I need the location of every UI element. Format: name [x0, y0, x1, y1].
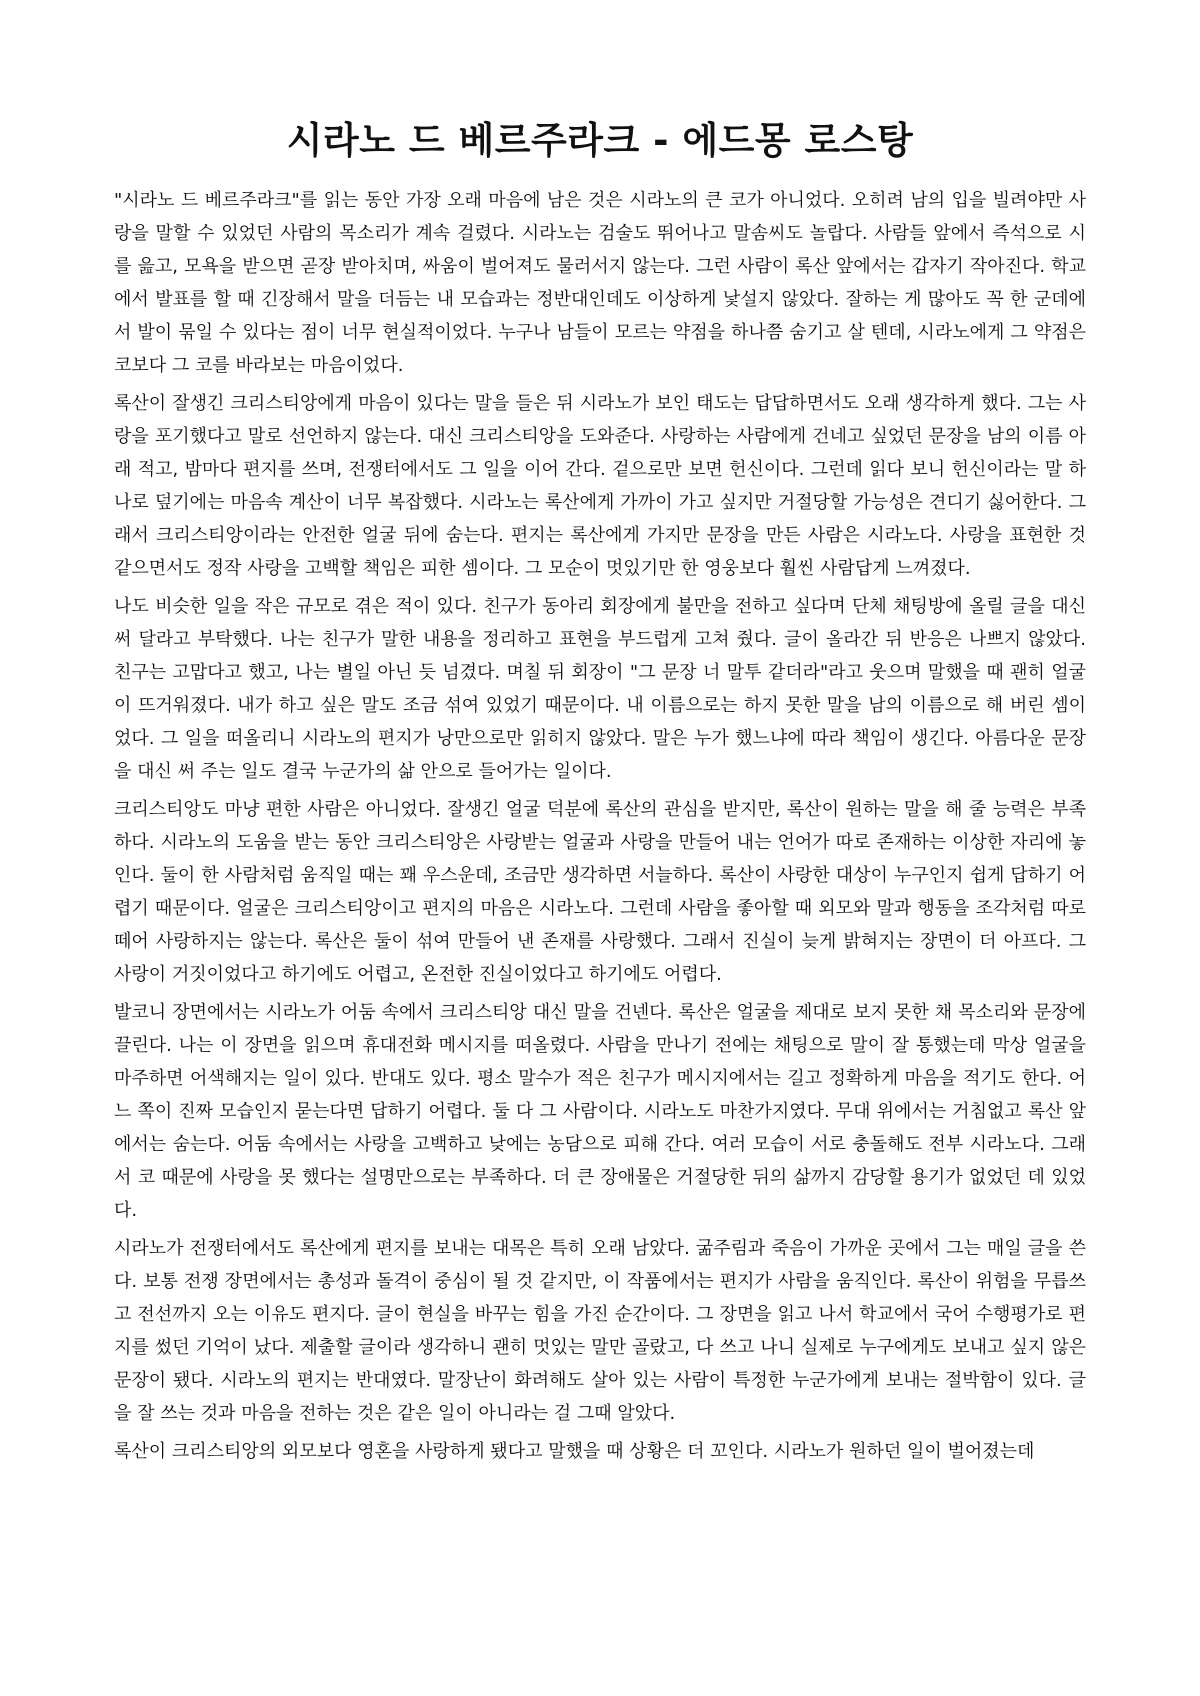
paragraph-3: 나도 비슷한 일을 작은 규모로 겪은 적이 있다. 친구가 동아리 회장에게 불만을 전하고 싶다며 단체 채팅방에 올릴 글을 대신 써 달라고 부탁했다. 나는 친구가 말한 내용을 정리하고 표현을 부드럽게 고쳐 줬다. 글이 올라간 뒤 반응은 나쁘지 않았다. 친구는 고맙다고 했고, 나는 별일 아닌 듯 넘겼다. 며칠 뒤 회장이 "그 문장 너 말투 같더라"라고 웃으며 말했을 때 괜히 얼굴이 뜨거워졌다. 내가 하고 싶은 말도 조금 섞여 있었기 때문이다. 내 이름으로는 하지 못한 말을 남의 이름으로 해 버린 셈이었다. 그 일을 떠올리니 시라노의 편지가 낭만으로만 읽히지 않았다. 말은 누가 했느냐에 따라 책임이 생긴다. 아름다운 문장을 대신 써 주는 일도 결국 누군가의 삶 안으로 들어가는 일이다.: [114, 596, 1086, 782]
paragraph-4: 크리스티앙도 마냥 편한 사람은 아니었다. 잘생긴 얼굴 덕분에 록산의 관심을 받지만, 록산이 원하는 말을 해 줄 능력은 부족하다. 시라노의 도움을 받는 동안 크리스티앙은 사랑받는 얼굴과 사랑을 만들어 내는 언어가 따로 존재하는 이상한 자리에 놓인다. 둘이 한 사람처럼 움직일 때는 꽤 우스운데, 조금만 생각하면 서늘하다. 록산이 사랑한 대상이 누구인지 쉽게 답하기 어렵기 때문이다. 얼굴은 크리스티앙이고 편지의 마음은 시라노다. 그런데 사람을 좋아할 때 외모와 말과 행동을 조각처럼 따로 떼어 사랑하지는 않는다. 록산은 둘이 섞여 만들어 낸 존재를 사랑했다. 그래서 진실이 늦게 밝혀지는 장면이 더 아프다. 그 사랑이 거짓이었다고 하기에도 어렵고, 온전한 진실이었다고 하기에도 어렵다.: [114, 799, 1086, 985]
paragraph-1: "시라노 드 베르주라크"를 읽는 동안 가장 오래 마음에 남은 것은 시라노의 큰 코가 아니었다. 오히려 남의 입을 빌려야만 사랑을 말할 수 있었던 사람의 목소리가 계속 걸렸다. 시라노는 검술도 뛰어나고 말솜씨도 놀랍다. 사람들 앞에서 즉석으로 시를 읊고, 모욕을 받으면 곧장 받아치며, 싸움이 벌어져도 물러서지 않는다. 그런 사람이 록산 앞에서는 갑자기 작아진다. 학교에서 발표를 할 때 긴장해서 말을 더듬는 내 모습과는 정반대인데도 이상하게 낯설지 않았다. 잘하는 게 많아도 꼭 한 군데에서 발이 묶일 수 있다는 점이 너무 현실적이었다. 누구나 남들이 모르는 약점을 하나쯤 숨기고 살 텐데, 시라노에게 그 약점은 코보다 그 코를 바라보는 마음이었다.: [114, 190, 1086, 376]
document-page: [114, 118, 1086, 1473]
paragraph-2: 록산이 잘생긴 크리스티앙에게 마음이 있다는 말을 들은 뒤 시라노가 보인 태도는 답답하면서도 오래 생각하게 했다. 그는 사랑을 포기했다고 말로 선언하지 않는다. 대신 크리스티앙을 도와준다. 사랑하는 사람에게 건네고 싶었던 문장을 남의 이름 아래 적고, 밤마다 편지를 쓰며, 전쟁터에서도 그 일을 이어 간다. 겉으로만 보면 헌신이다. 그런데 읽다 보니 헌신이라는 말 하나로 덮기에는 마음속 계산이 너무 복잡했다. 시라노는 록산에게 가까이 가고 싶지만 거절당할 가능성은 견디기 싫어한다. 그래서 크리스티앙이라는 안전한 얼굴 뒤에 숨는다. 편지는 록산에게 가지만 문장을 만든 사람은 시라노다. 사랑을 표현한 것 같으면서도 정작 사랑을 고백할 책임은 피한 셈이다. 그 모순이 멋있기만 한 영웅보다 훨씬 사람답게 느껴졌다.: [114, 393, 1086, 579]
document-title: 시라노 드 베르주라크 - 에드몽 로스탕: [286, 119, 914, 162]
paragraph-7: 록산이 크리스티앙의 외모보다 영혼을 사랑하게 됐다고 말했을 때 상황은 더 꼬인다. 시라노가 원하던 일이 벌어졌는데: [114, 1441, 1035, 1462]
paragraph-5: 발코니 장면에서는 시라노가 어둠 속에서 크리스티앙 대신 말을 건넨다. 록산은 얼굴을 제대로 보지 못한 채 목소리와 문장에 끌린다. 나는 이 장면을 읽으며 휴대전화 메시지를 떠올렸다. 사람을 만나기 전에는 채팅으로 말이 잘 통했는데 막상 얼굴을 마주하면 어색해지는 일이 있다. 반대도 있다. 평소 말수가 적은 친구가 메시지에서는 길고 정확하게 마음을 적기도 한다. 어느 쪽이 진짜 모습인지 묻는다면 답하기 어렵다. 둘 다 그 사람이다. 시라노도 마찬가지였다. 무대 위에서는 거침없고 록산 앞에서는 숨는다. 어둠 속에서는 사랑을 고백하고 낮에는 농담으로 피해 간다. 여러 모습이 서로 충돌해도 전부 시라노다. 그래서 코 때문에 사랑을 못 했다는 설명만으로는 부족하다. 더 큰 장애물은 거절당한 뒤의 삶까지 감당할 용기가 없었던 데 있었다.: [114, 1002, 1086, 1221]
paragraph-6: 시라노가 전쟁터에서도 록산에게 편지를 보내는 대목은 특히 오래 남았다. 굶주림과 죽음이 가까운 곳에서 그는 매일 글을 쓴다. 보통 전쟁 장면에서는 총성과 돌격이 중심이 될 것 같지만, 이 작품에서는 편지가 사람을 움직인다. 록산이 위험을 무릅쓰고 전선까지 오는 이유도 편지다. 글이 현실을 바꾸는 힘을 가진 순간이다. 그 장면을 읽고 나서 학교에서 국어 수행평가로 편지를 썼던 기억이 났다. 제출할 글이라 생각하니 괜히 멋있는 말만 골랐고, 다 쓰고 나니 실제로 누구에게도 보내고 싶지 않은 문장이 됐다. 시라노의 편지는 반대였다. 말장난이 화려해도 살아 있는 사람이 특정한 누군가에게 보내는 절박함이 있다. 글을 잘 쓰는 것과 마음을 전하는 것은 같은 일이 아니라는 걸 그때 알았다.: [114, 1238, 1086, 1424]
